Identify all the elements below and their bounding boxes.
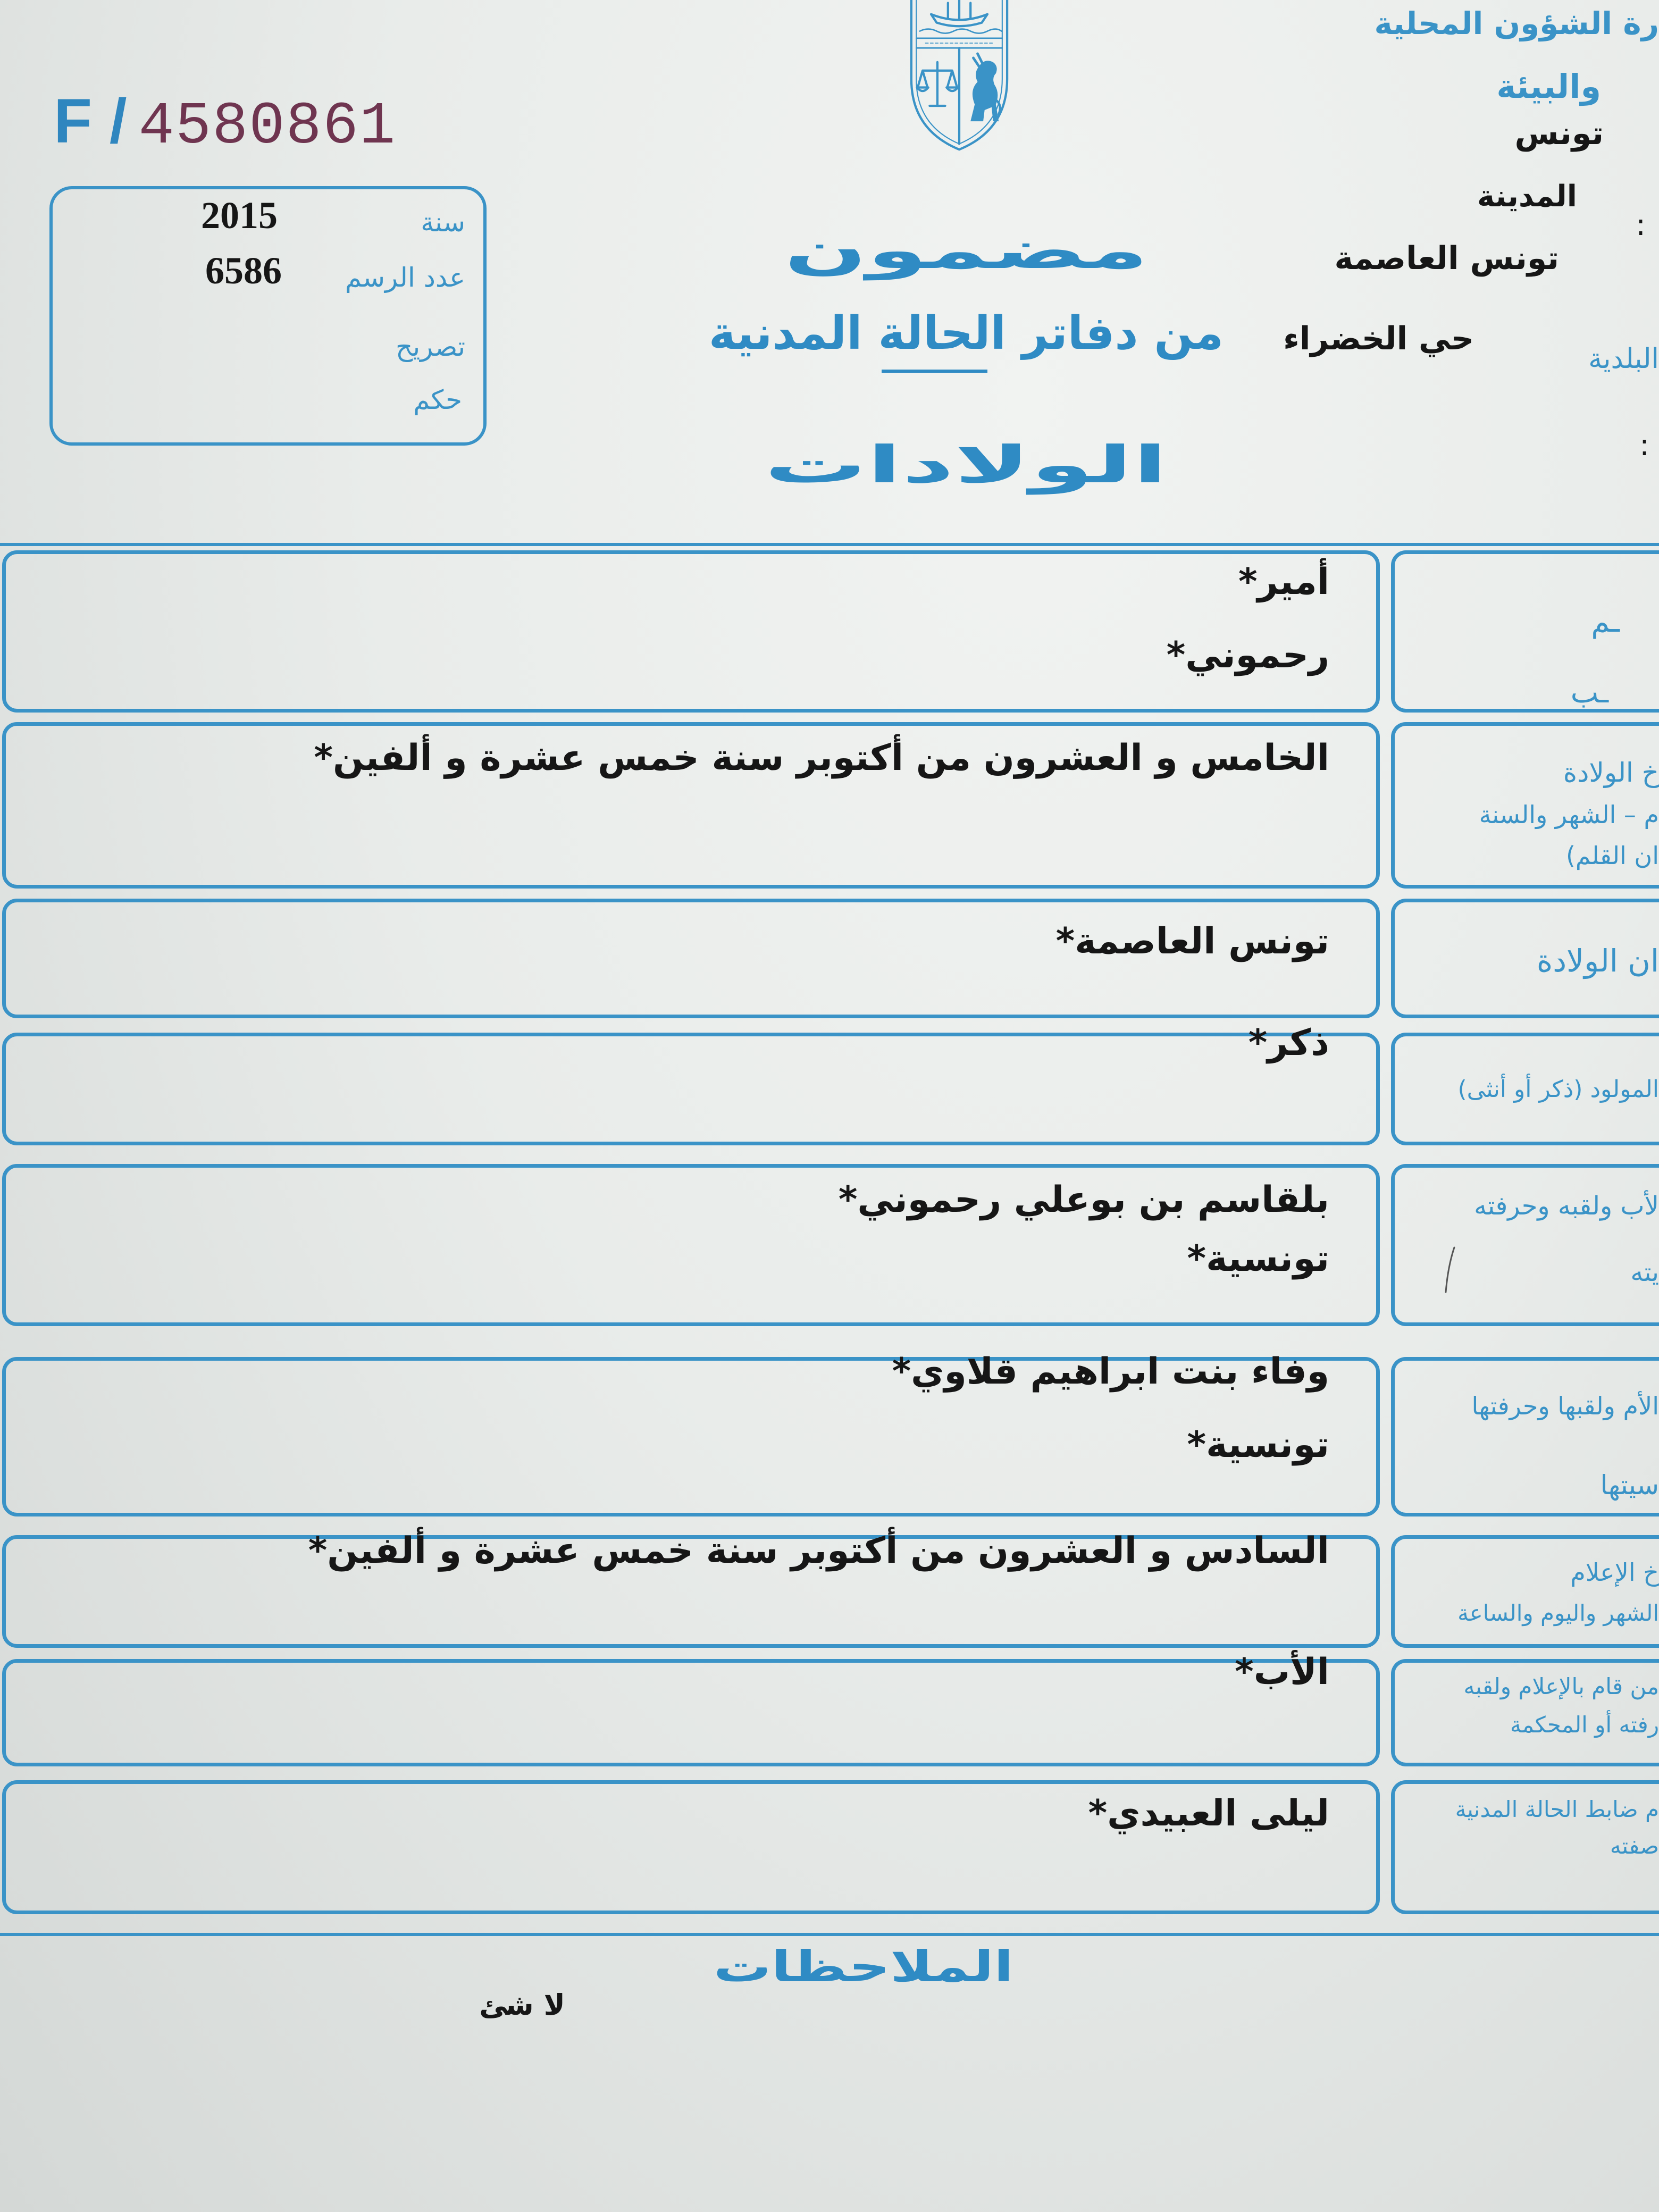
- table-top-rule: [0, 543, 1659, 546]
- main-title: مضمون: [784, 221, 1149, 280]
- ministry-line-1: رة الشؤون المحلية: [1374, 5, 1659, 41]
- judgment-label: حكم: [413, 384, 462, 415]
- declarant-value: الأب*: [1235, 1651, 1329, 1693]
- label-last-name: ـب: [1570, 675, 1608, 710]
- serial-number-value: 4580861: [138, 93, 397, 161]
- birth-place-value: تونس العاصمة*: [1055, 920, 1329, 962]
- birth-date-value: الخامس و العشرون من أكتوبر سنة خمس عشرة و ألفين*: [314, 737, 1329, 779]
- child-first-name: أمير*: [1238, 561, 1329, 603]
- subtitle: من دفاتر الحالة المدنية: [708, 307, 1224, 360]
- row-sex-label-cell: [1391, 1033, 1659, 1145]
- label-father-nationality: يته: [1630, 1258, 1659, 1287]
- label-declarant-2: رفته أو المحكمة: [1510, 1712, 1659, 1738]
- row-declaration-date-value-cell: [2, 1530, 1380, 1648]
- row-birth-place-label-cell: [1391, 899, 1659, 1018]
- record-number-value: 6586: [205, 249, 282, 292]
- city-value: تونس العاصمة: [1334, 240, 1559, 277]
- row-birth-date-value-cell: [2, 722, 1380, 889]
- district-value: حي الخضراء: [1283, 320, 1474, 357]
- remarks-title: الملاحظات: [713, 1942, 1014, 1991]
- declaration-label: تصريح: [395, 331, 465, 362]
- year-label: سنة: [421, 207, 465, 238]
- sex-value: ذكر*: [1248, 1022, 1329, 1064]
- pen-mark: [1443, 1245, 1457, 1295]
- officer-value: ليلى العبيدي*: [1088, 1792, 1329, 1834]
- remarks-value: لا شئ: [479, 1988, 565, 2022]
- remarks-value-wrap: [469, 1988, 575, 2023]
- row-birth-date-label-cell: [1391, 722, 1659, 889]
- mother-nationality-value: تونسية*: [1187, 1424, 1329, 1466]
- label-birth-date-1: خ الولادة: [1563, 757, 1659, 788]
- row-declarant-value-cell: [2, 1651, 1380, 1766]
- label-officer-1: م ضابط الحالة المدنية: [1455, 1796, 1659, 1822]
- label-officer-2: صفته: [1610, 1833, 1659, 1859]
- serial-number: [54, 85, 396, 161]
- label-declarant-1: من قام بالإعلام ولقبه: [1463, 1673, 1659, 1699]
- father-name-value: بلقاسم بن بوعلي رحموني*: [838, 1179, 1329, 1221]
- section-title: الولادات: [764, 435, 1168, 495]
- label-mother-name: الأم ولقبها وحرفتها: [1471, 1392, 1659, 1420]
- remarks-title-wrap: [704, 1941, 1023, 1992]
- ministry-line-2: والبيئة: [1496, 67, 1601, 106]
- city-colon: :: [1636, 208, 1646, 242]
- child-last-name: رحموني*: [1166, 634, 1329, 676]
- label-sex: المولود (ذكر أو أنثى): [1457, 1076, 1659, 1103]
- subtitle-underline: [882, 370, 987, 373]
- row-name-value-cell: [2, 550, 1380, 713]
- label-declaration-date-2: الشهر واليوم والساعة: [1457, 1600, 1659, 1626]
- city-label: المدينة: [1477, 179, 1577, 214]
- declaration-date-value: السادس و العشرون من أكتوبر سنة خمس عشرة و ألفين*: [308, 1530, 1329, 1572]
- label-mother-nationality: سيتها: [1600, 1470, 1659, 1501]
- record-info-box: [49, 186, 487, 446]
- governorate: تونس: [1514, 115, 1604, 152]
- table-bottom-rule: [0, 1933, 1659, 1936]
- row-name-label-cell: [1391, 550, 1659, 713]
- label-birth-place: ان الولادة: [1536, 943, 1659, 979]
- label-birth-date-2: م – الشهر والسنة: [1479, 800, 1659, 829]
- row-declaration-date-label-cell: [1391, 1535, 1659, 1648]
- row-mother-label-cell: [1391, 1357, 1659, 1516]
- record-number-label: عدد الرسم: [345, 262, 465, 293]
- municipality-colon: :: [1639, 428, 1649, 463]
- father-nationality-value: تونسية*: [1187, 1238, 1329, 1280]
- row-father-label-cell: [1391, 1164, 1659, 1326]
- section-title-wrap: [647, 434, 1285, 496]
- serial-prefix: F /: [54, 86, 127, 156]
- tunisia-coat-of-arms-icon: [903, 0, 1016, 155]
- row-sex-value-cell: [2, 1022, 1380, 1145]
- row-father-value-cell: [2, 1164, 1380, 1326]
- row-declarant-label-cell: [1391, 1659, 1659, 1766]
- label-first-name: ـم: [1591, 605, 1620, 639]
- main-title-wrap: [647, 220, 1285, 281]
- label-declaration-date-1: خ الإعلام: [1570, 1558, 1659, 1587]
- subtitle-wrap: [647, 306, 1285, 361]
- label-birth-date-3: ان القلم): [1565, 841, 1659, 870]
- municipality-label: البلدية: [1588, 343, 1659, 375]
- row-officer-value-cell: [2, 1780, 1380, 1914]
- label-father-name: لأب ولقبه وحرفته: [1474, 1191, 1659, 1221]
- row-mother-value-cell: [2, 1351, 1380, 1516]
- year-value: 2015: [201, 194, 278, 237]
- mother-name-value: وفاء بنت ابراهيم قلاوي*: [892, 1351, 1329, 1393]
- row-officer-label-cell: [1391, 1780, 1659, 1914]
- row-birth-place-value-cell: [2, 899, 1380, 1018]
